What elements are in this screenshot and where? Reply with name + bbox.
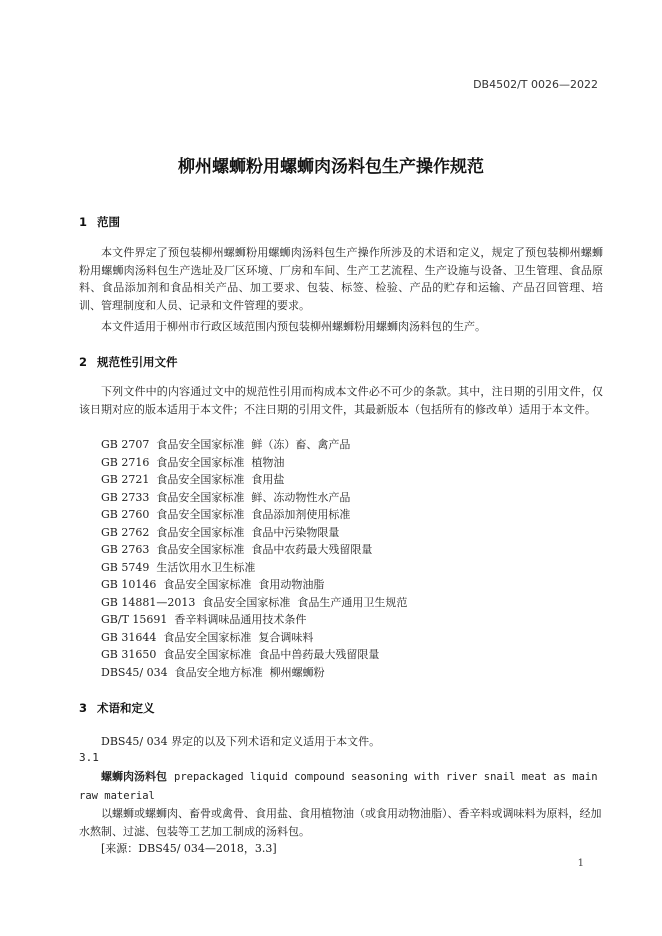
section-number: 3 [79,701,88,715]
section-title: 范围 [97,215,120,229]
reference-item: GB 2760 食品安全国家标准 食品添加剂使用标准 [101,508,351,521]
page-number: 1 [577,858,584,869]
reference-list [101,436,407,681]
section-3-heading [79,700,155,716]
normative-references-paragraph: 下列文件中的内容通过文中的规范性引用而构成本文件必不可少的条款。其中，注日期的引用文件，仅该日期对应的版本适用于本文件；不注日期的引用文件，其最新版本（包括所有的修改单）适用于本文件。 [79,385,603,416]
reference-item: GB/T 15691 香辛料调味品通用技术条件 [101,613,307,626]
term-entry [79,768,603,858]
section-title: 术语和定义 [97,701,155,715]
document-title: 柳州螺蛳粉用螺蛳肉汤料包生产操作规范 [178,157,484,177]
term-source: [来源：DBS45/ 034—2018，3.3] [101,842,277,855]
scope-paragraph: 本文件界定了预包装柳州螺蛳粉用螺蛳肉汤料包生产操作所涉及的术语和定义，规定了预包装柳州螺蛳粉用螺蛳肉汤料包生产选址及厂区环境、厂房和车间、生产工艺流程、生产设施与设备、卫生管理、食品原料、食品添加剂和食品相关产品、加工要求、包装、标签、检验、产品的贮存和运输、产品召回管理、培训、管理制度和人员、记录和文件管理的要求。 [79,246,603,312]
reference-item: GB 2716 食品安全国家标准 植物油 [101,455,285,469]
document-code: DB4502/T 0026—2022 [473,78,598,91]
reference-item: GB 2763 食品安全国家标准 食品中农药最大残留限量 [101,543,373,556]
term-heading [79,768,603,805]
reference-item: GB 2733 食品安全国家标准 鲜、冻动物性水产品 [101,490,351,504]
term-definition: 以螺蛳或螺蛳肉、畜骨或禽骨、食用盐、食用植物油（或食用动物油脂）、香辛料或调味料为原料，经加水熬制、过滤、包装等工艺加工制成的汤料包。 [79,807,602,838]
terms-intro: DBS45/ 034 界定的以及下列术语和定义适用于本文件。 [101,735,381,748]
section-number: 2 [79,355,88,369]
scope-applicability-paragraph: 本文件适用于柳州市行政区域范围内预包装柳州螺蛳粉用螺蛳肉汤料包的生产。 [101,320,486,333]
reference-item: GB 2762 食品安全国家标准 食品中污染物限量 [101,525,340,539]
reference-item: GB 2721 食品安全国家标准 食用盐 [101,473,285,486]
reference-item: GB 10146 食品安全国家标准 食用动物油脂 [101,578,325,591]
section-title: 规范性引用文件 [97,355,178,369]
reference-item: GB 2707 食品安全国家标准 鲜（冻）畜、禽产品 [101,438,351,451]
reference-item: GB 31644 食品安全国家标准 复合调味料 [101,630,314,644]
section-1-heading [79,214,120,230]
reference-item: GB 5749 生活饮用水卫生标准 [101,560,256,574]
term-chinese: 螺蛳肉汤料包 [101,770,167,783]
section-2-heading [79,354,178,370]
reference-item: GB 31650 食品安全国家标准 食品中兽药最大残留限量 [101,648,380,661]
term-number: 3.1 [79,751,99,764]
term-english: prepackaged liquid compound seasoning with river snail meat as main raw material [79,771,598,802]
section-number: 1 [79,215,88,229]
reference-item: GB 14881—2013 食品安全国家标准 食品生产通用卫生规范 [101,595,408,609]
reference-item: DBS45/ 034 食品安全地方标准 柳州螺蛳粉 [101,665,325,679]
